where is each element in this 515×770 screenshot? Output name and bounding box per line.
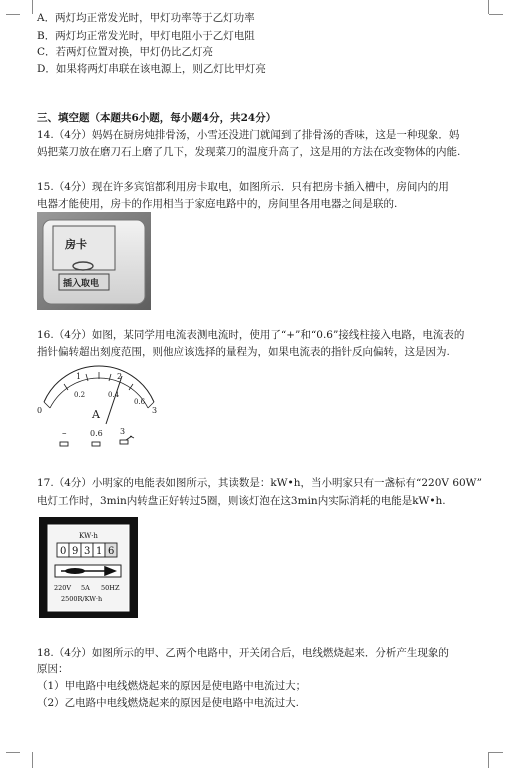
q18-sub-1: （1）甲电路中电线燃烧起来的原因是使电路中电流过大； <box>37 680 307 692</box>
crop-mark-bottom-right <box>488 752 501 768</box>
q14-line-2: 妈把菜刀放在磨刀石上磨了几下，发现菜刀的温度升高了，这是用的方法在改变物体的内能. <box>37 146 461 158</box>
ammeter-svg <box>34 364 164 452</box>
terminal-06: 0.6 <box>90 429 103 438</box>
ammeter-diagram <box>34 364 164 452</box>
q18-sub-2: （2）乙电路中电线燃烧起来的原因是使电路中电流过大. <box>37 697 300 709</box>
crop-mark-top-left <box>20 0 33 14</box>
energy-meter-diagram <box>39 517 138 618</box>
crop-mark-top-right <box>488 0 501 14</box>
scale-tick-0: 0 <box>37 406 43 415</box>
crop-mark-top-left-h <box>6 14 20 15</box>
option-d: D．如果将两灯串联在该电源上，则乙灯比甲灯亮 <box>37 63 266 75</box>
meter-digit-2: 9 <box>72 546 79 557</box>
crop-mark-bottom-right-h <box>489 752 503 753</box>
crop-mark-bottom-left <box>20 752 33 768</box>
scale-tick-02: 0.2 <box>74 391 86 399</box>
scale-tick-1: 1 <box>76 372 82 381</box>
terminal-minus: – <box>62 429 67 439</box>
meter-frequency: 50HZ <box>101 584 120 592</box>
q14-line-1: 14.（4分）妈妈在厨房炖排骨汤，小雪还没进门就闻到了排骨汤的香味，这是一种现象．妈 <box>37 129 460 141</box>
meter-current: 5A <box>81 584 90 592</box>
crop-mark-bottom-left-h <box>6 752 20 753</box>
option-b: B．两灯均正常发光时，甲灯电阻小于乙灯电阻 <box>37 30 255 42</box>
q15-line-2: 电器才能使用，房卡的作用相当于家庭电路中的，房间里各用电器之间是联的. <box>37 198 398 210</box>
meter-unit: KW·h <box>79 532 98 540</box>
meter-voltage: 220V <box>54 584 72 592</box>
scale-tick-2: 2 <box>117 372 123 381</box>
meter-digit-5: 6 <box>108 546 115 557</box>
q18-line-1: 18.（4分）如图所示的甲、乙两个电路中，开关闭合后，电线燃烧起来．分析产生现象的 <box>37 647 449 659</box>
q15-line-1: 15.（4分）现在许多宾馆都利用房卡取电，如图所示．只有把房卡插入槽中，房间内的用 <box>37 181 449 193</box>
meter-digit-3: 3 <box>84 546 91 557</box>
card-label: 房卡 <box>65 238 87 251</box>
meter-constant: 2500R/KW·h <box>61 595 103 603</box>
option-c: C．若两灯位置对换，甲灯仍比乙灯亮 <box>37 46 214 58</box>
meter-digit-1: 0 <box>60 546 67 557</box>
q17-line-1: 17.（4分）小明家的电能表如图所示，其读数是：kW•h，当小明家只有一盏标有“220V 60W” <box>37 477 483 489</box>
slot-label: 插入取电 <box>63 279 100 289</box>
section-title: 三、填空题（本题共6小题，每小题4分，共24分） <box>37 112 277 124</box>
q16-line-2: 指针偏转超出刻度范围，则他应该选择的量程为，如果电流表的指针反向偏转，这是因为. <box>37 346 450 358</box>
scale-tick-3: 3 <box>152 406 158 415</box>
room-card-photo <box>37 212 151 310</box>
q17-line-2: 电灯工作时，3min内转盘正好转过5圈，则该灯泡在这3min内实际消耗的电能是kW•h. <box>37 495 446 507</box>
crop-mark-top-right-h <box>489 14 503 15</box>
option-a: A．两灯均正常发光时，甲灯功率等于乙灯功率 <box>37 12 255 24</box>
meter-digit-4: 1 <box>96 546 103 557</box>
energy-meter-svg <box>39 517 138 618</box>
q18-line-2: 原因： <box>37 663 69 675</box>
scale-tick-04: 0.4 <box>108 391 120 399</box>
terminal-3: 3 <box>120 427 126 436</box>
unit-label: A <box>92 408 100 421</box>
room-card-svg <box>37 212 151 310</box>
q16-line-1: 16.（4分）如图，某同学用电流表测电流时，使用了“+”和“0.6”接线柱接入电路，电流表的 <box>37 329 465 341</box>
scale-tick-06: 0.6 <box>134 398 146 406</box>
